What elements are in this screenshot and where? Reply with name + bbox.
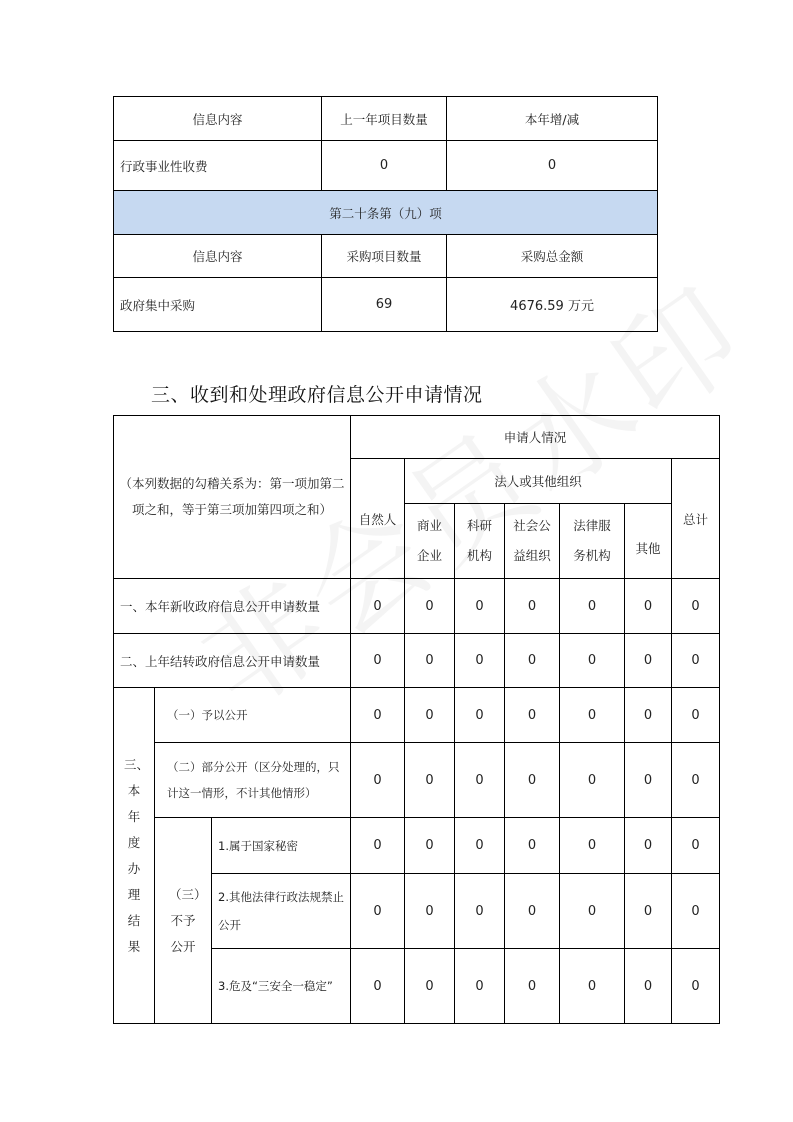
cell: 0 xyxy=(505,688,560,743)
cell-procurement-amount: 4676.59 万元 xyxy=(447,278,658,332)
row-label-secret: 1.属于国家秘密 xyxy=(212,818,351,874)
cell-admin-fee-change: 0 xyxy=(447,141,658,191)
applicant-header: 申请人情况 xyxy=(351,416,720,459)
cell: 0 xyxy=(405,818,455,874)
fees-procurement-table xyxy=(113,96,658,332)
cell: 0 xyxy=(405,634,455,688)
cell: 0 xyxy=(505,634,560,688)
cell: 0 xyxy=(625,634,672,688)
relation-note: （本列数据的勾稽关系为：第一项加第二项之和，等于第三项加第四项之和） xyxy=(114,416,351,579)
cell: 0 xyxy=(505,579,560,634)
total-header: 总计 xyxy=(672,459,720,579)
row-label-partial: （二）部分公开（区分处理的，只计这一情形，不计其他情形） xyxy=(155,743,351,818)
cell: 0 xyxy=(505,743,560,818)
cell: 0 xyxy=(505,874,560,949)
cell: 0 xyxy=(625,874,672,949)
cell: 0 xyxy=(405,874,455,949)
cell: 0 xyxy=(560,874,625,949)
cell: 0 xyxy=(351,874,405,949)
business-header: 商业企业 xyxy=(405,504,455,579)
header-procurement-amount: 采购总金额 xyxy=(447,235,658,278)
cell: 0 xyxy=(672,743,720,818)
cell: 0 xyxy=(351,688,405,743)
section-label-article-20-9: 第二十条第（九）项 xyxy=(114,191,658,235)
cell: 0 xyxy=(672,874,720,949)
row-label-new: 一、本年新收政府信息公开申请数量 xyxy=(114,579,351,634)
row-label-admin-fee: 行政事业性收费 xyxy=(114,141,322,191)
cell: 0 xyxy=(351,949,405,1024)
table-row xyxy=(114,634,720,688)
cell: 0 xyxy=(455,874,505,949)
row-label-law: 2.其他法律行政法规禁止公开 xyxy=(212,874,351,949)
section-title: 三、收到和处理政府信息公开申请情况 xyxy=(151,384,483,406)
cell: 0 xyxy=(405,743,455,818)
cell: 0 xyxy=(625,743,672,818)
header-procurement-count: 采购项目数量 xyxy=(322,235,447,278)
header-change: 本年增/减 xyxy=(447,97,658,141)
table-row xyxy=(114,579,720,634)
cell: 0 xyxy=(351,743,405,818)
cell: 0 xyxy=(560,579,625,634)
legal-org-header: 法人或其他组织 xyxy=(405,459,672,504)
row-label-central-procurement: 政府集中采购 xyxy=(114,278,322,332)
social-header: 社会公益组织 xyxy=(505,504,560,579)
cell: 0 xyxy=(672,579,720,634)
cell: 0 xyxy=(625,818,672,874)
table-row xyxy=(114,743,720,818)
table-row xyxy=(114,818,720,874)
cell: 0 xyxy=(560,949,625,1024)
cell: 0 xyxy=(455,949,505,1024)
other-header: 其他 xyxy=(625,504,672,579)
cell: 0 xyxy=(672,949,720,1024)
natural-person-header: 自然人 xyxy=(351,459,405,579)
cell: 0 xyxy=(560,634,625,688)
row-label-safety: 3.危及“三安全一稳定” xyxy=(212,949,351,1024)
cell: 0 xyxy=(672,634,720,688)
header-last-year-count: 上一年项目数量 xyxy=(322,97,447,141)
cell: 0 xyxy=(625,949,672,1024)
legal-service-header: 法律服务机构 xyxy=(560,504,625,579)
header-info-content-2: 信息内容 xyxy=(114,235,322,278)
cell: 0 xyxy=(455,743,505,818)
cell: 0 xyxy=(405,949,455,1024)
cell: 0 xyxy=(672,818,720,874)
table-row xyxy=(114,688,720,743)
cell: 0 xyxy=(455,634,505,688)
cell: 0 xyxy=(455,818,505,874)
cell-procurement-count: 69 xyxy=(322,278,447,332)
cell: 0 xyxy=(351,818,405,874)
cell: 0 xyxy=(455,688,505,743)
header-info-content: 信息内容 xyxy=(114,97,322,141)
cell: 0 xyxy=(351,634,405,688)
group-label-results: 三、本年度办理结果 xyxy=(114,688,155,1024)
row-label-open: （一）予以公开 xyxy=(155,688,351,743)
disclosure-requests-table xyxy=(113,415,720,1024)
cell: 0 xyxy=(625,688,672,743)
cell: 0 xyxy=(560,818,625,874)
cell: 0 xyxy=(455,579,505,634)
cell: 0 xyxy=(505,949,560,1024)
research-header: 科研机构 xyxy=(455,504,505,579)
cell: 0 xyxy=(672,688,720,743)
cell: 0 xyxy=(505,818,560,874)
cell-admin-fee-last-year: 0 xyxy=(322,141,447,191)
cell: 0 xyxy=(405,688,455,743)
cell: 0 xyxy=(560,743,625,818)
cell: 0 xyxy=(405,579,455,634)
cell: 0 xyxy=(560,688,625,743)
cell: 0 xyxy=(625,579,672,634)
row-label-carry: 二、上年结转政府信息公开申请数量 xyxy=(114,634,351,688)
group-label-not-open: （三）不予公开 xyxy=(155,818,212,1024)
cell: 0 xyxy=(351,579,405,634)
